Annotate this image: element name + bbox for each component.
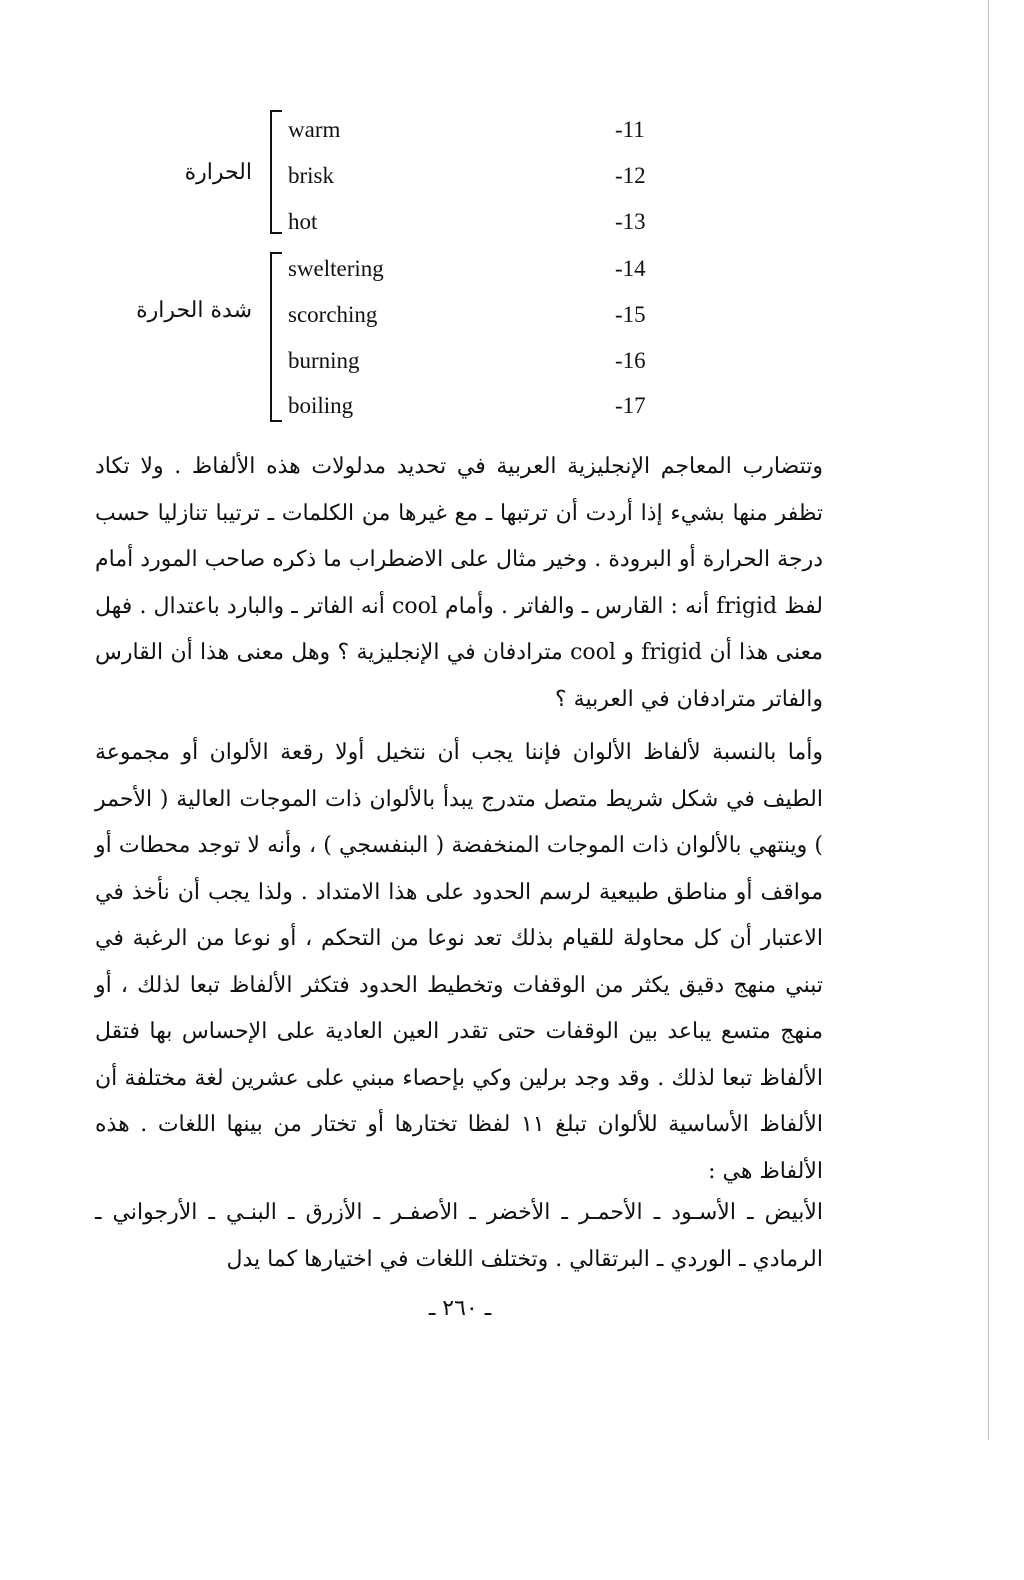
term-word: hot bbox=[288, 209, 318, 234]
term-word: brisk bbox=[288, 163, 334, 188]
term-word: scorching bbox=[288, 302, 378, 327]
paragraph-dictionaries: وتتضارب المعاجم الإنجليزية العربية في تحديد مدلولات هذه الألفاظ . ولا تكاد تظفر منها بشيء إذا أردت أن ترتبها ـ مع غيرها من الكلمات ـ ترتيبا تنازليا حسب درجة الحرارة أو البرودة . وخير مثال على الاضطراب ما ذكره صاحب المورد أمام لفظ frigid أنه : القارس ـ والفاتر . وأمام cool أنه الفاتر ـ والبارد باعتدال . فهل معنى هذا أن frigid و cool مترادفان في الإنجليزية ؟ وهل معنى هذا أن القارس والفاتر مترادفان في العربية ؟ bbox=[95, 454, 823, 712]
term-word: boiling bbox=[288, 393, 354, 418]
bracket-heat bbox=[270, 110, 282, 234]
term-number: -17 bbox=[615, 393, 646, 418]
term-groups bbox=[0, 0, 1024, 440]
group-label-heat: الحرارة bbox=[184, 160, 252, 185]
term-word: warm bbox=[288, 117, 341, 142]
term-number: -14 bbox=[615, 256, 646, 281]
page-number: ـ ٢٦٠ ـ bbox=[428, 1296, 492, 1321]
paragraph-color-list: الأبيض ـ الأسـود ـ الأحمـر ـ الأخضر ـ الأصفـر ـ الأزرق ـ البنـي ـ الأرجواني ـ الرمادي ـ الوردي ـ البرتقالي . وتختلف اللغات في اختيارها كما يدل bbox=[95, 1200, 823, 1272]
paragraph-colors: وأما بالنسبة لألفاظ الألوان فإننا يجب أن نتخيل أولا رقعة الألوان أو مجموعة الطيف في شكل شريط متصل متدرج يبدأ بالألوان ذات الموجات العالية ( الأحمر ) وينتهي بالألوان ذات الموجات المنخفضة ( البنفسجي ) ، وأنه لا توجد محطات أو مواقف أو مناطق طبيعية لرسم الحدود على هذا الامتداد . ولذا يجب أن نأخذ في الاعتبار أن كل محاولة للقيام بذلك تعد نوعا من التحكم ، أو نوعا من الرغبة في تبني منهج دقيق يكثر من الوقفات وتخطيط الحدود فتكثر الألفاظ تبعا لذلك ، أو منهج متسع يباعد بين الوقفات حتى تقدر العين العادية على الإحساس بها فتقل الألفاظ تبعا لذلك . وقد وجد برلين وكي بإحصاء مبني على عشرين لغة مختلفة أن الألفاظ الأساسية للألوان تبلغ ١١ لفظا تختارها أو تختار من بينها اللغات . هذه الألفاظ هي : bbox=[95, 740, 823, 1184]
bracket-heat-intensity bbox=[270, 252, 282, 422]
term-number: -12 bbox=[615, 163, 646, 188]
term-number: -16 bbox=[615, 348, 646, 373]
term-word: sweltering bbox=[288, 256, 384, 281]
term-number: -11 bbox=[615, 117, 645, 142]
term-number: -15 bbox=[615, 302, 646, 327]
term-number: -13 bbox=[615, 209, 646, 234]
term-word: burning bbox=[288, 348, 360, 373]
group-label-heat-intensity: شدة الحرارة bbox=[136, 298, 252, 323]
